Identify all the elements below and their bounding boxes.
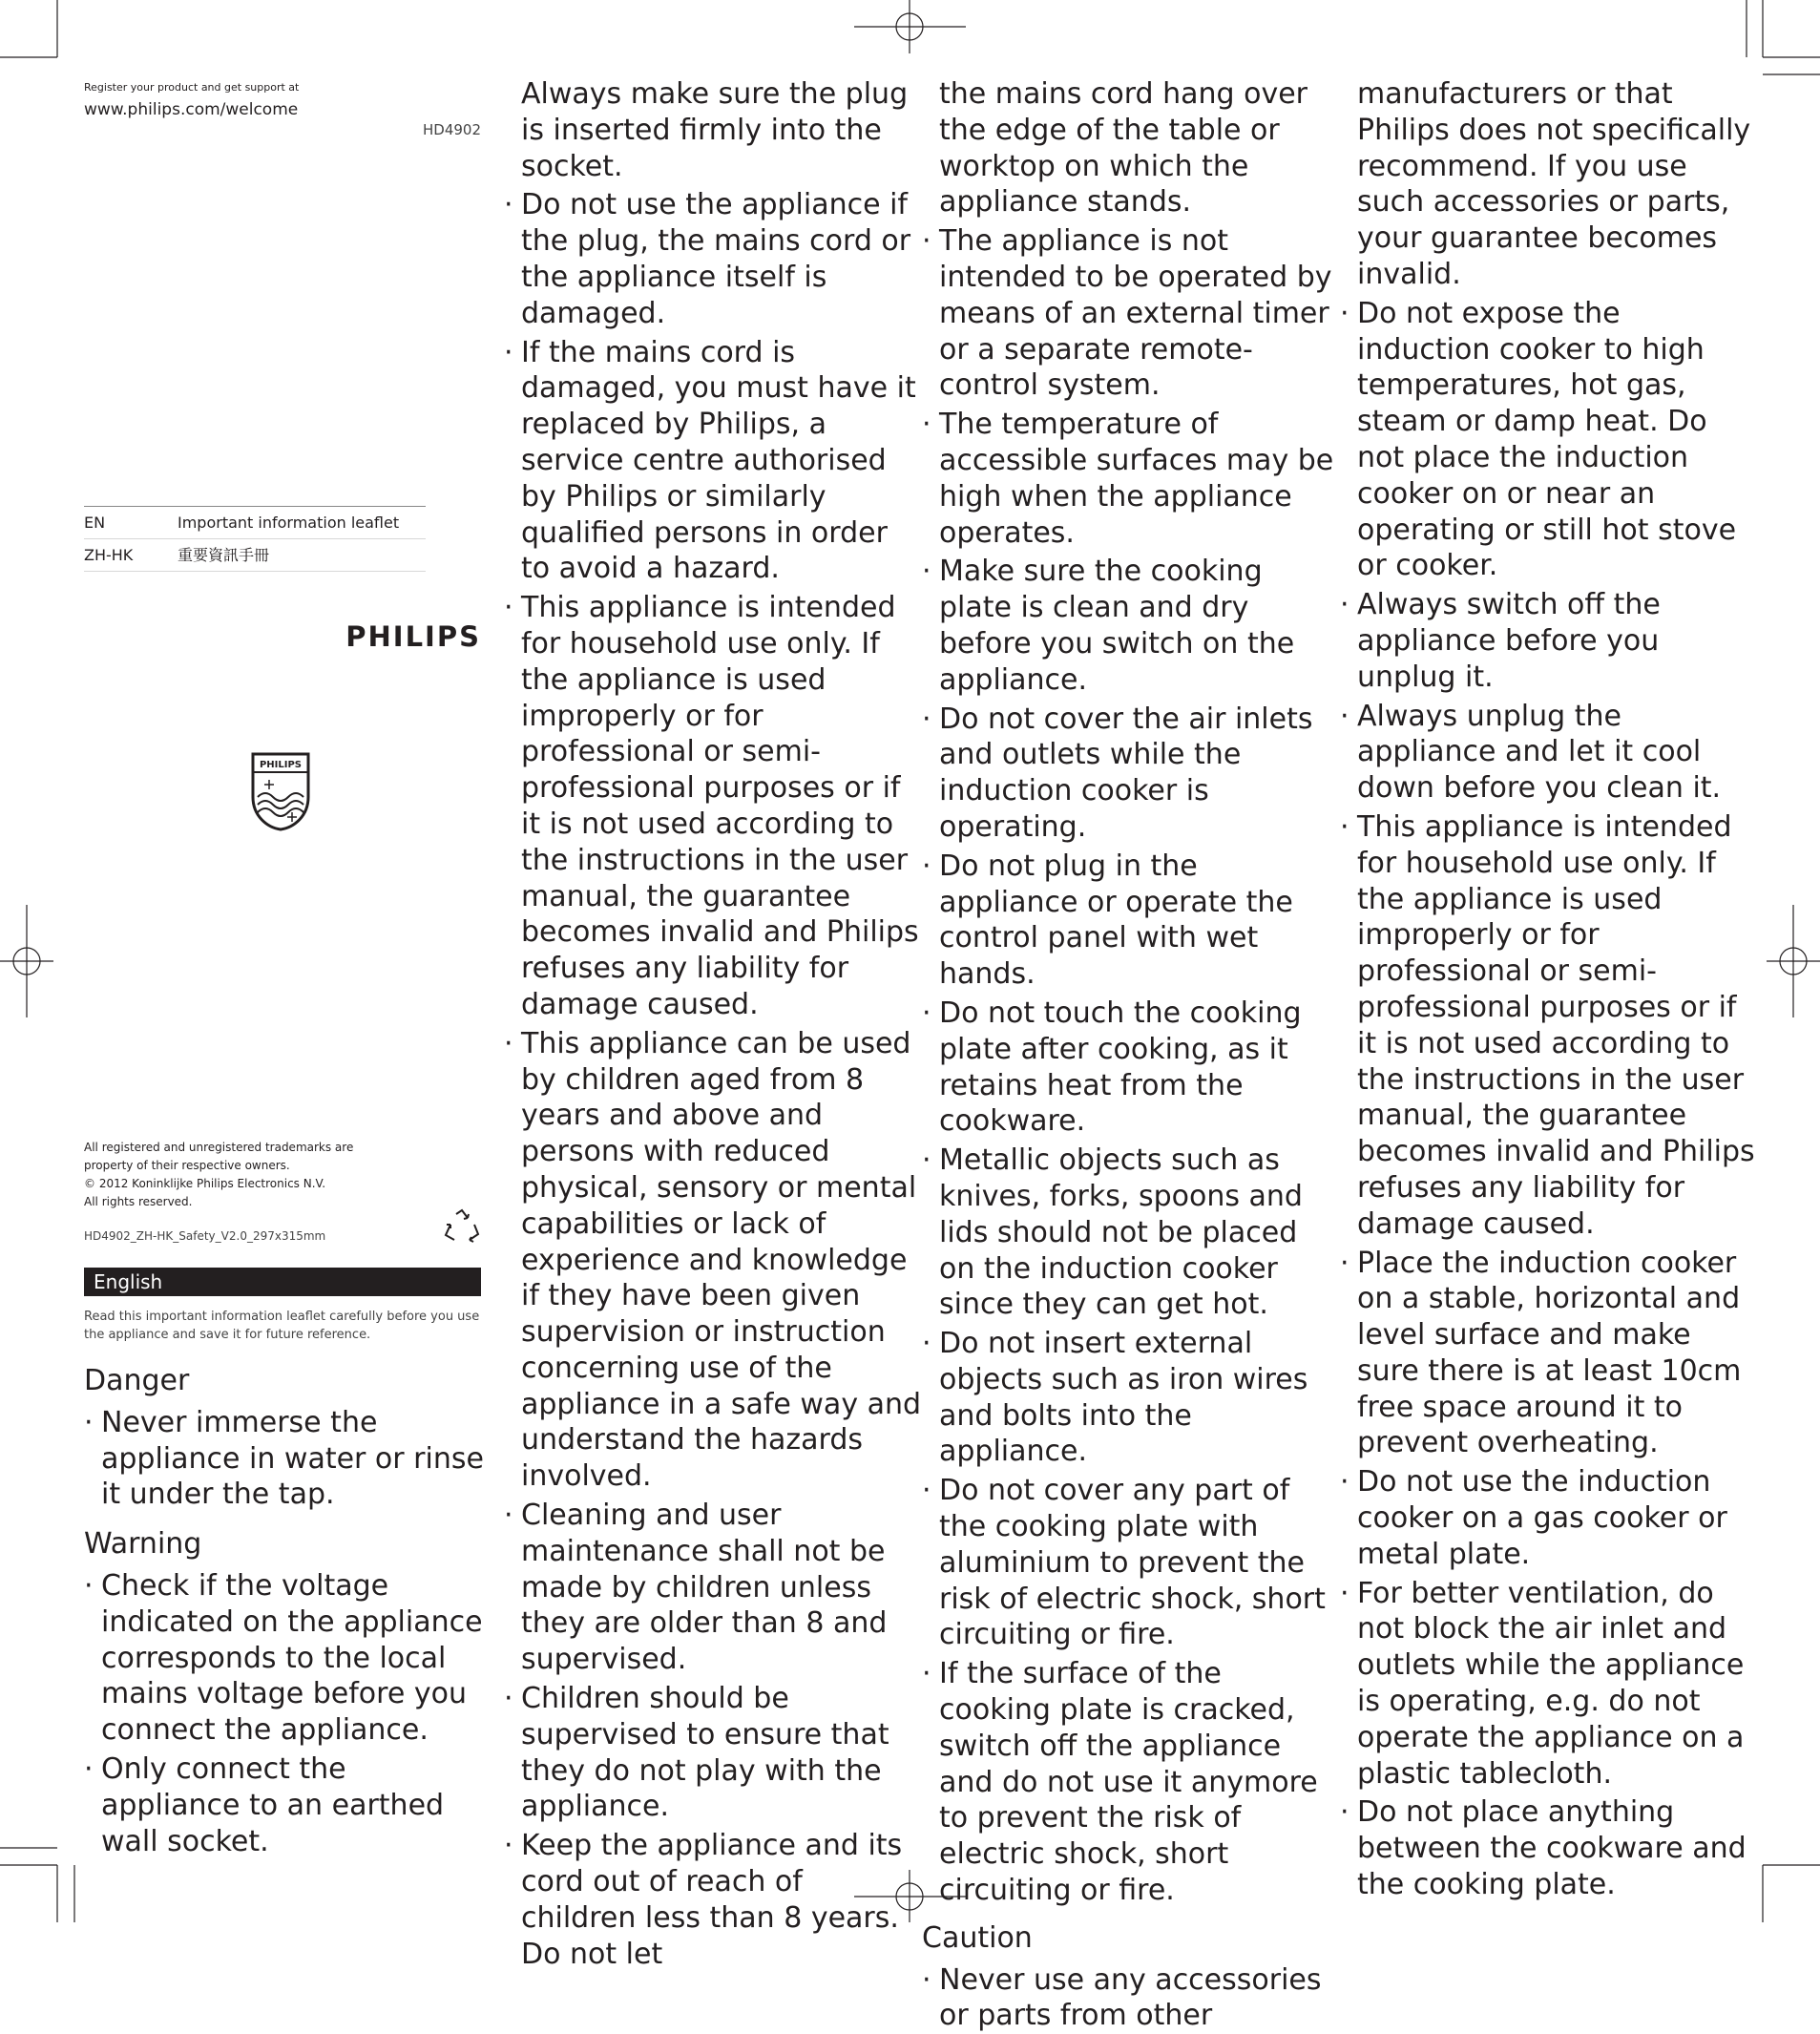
read-notice: Read this important information leaflet carefully before you use the appliance and save it for future reference.: [84, 1310, 480, 1342]
list-item: · Only connect the appliance to an earthed wall socket.: [84, 1751, 485, 1859]
recycle-icon: [443, 1208, 481, 1245]
registration-mark-right: [1767, 905, 1820, 1017]
philips-wordmark: PHILIPS: [345, 620, 481, 653]
list-item: · Children should be supervised to ensure that they do not play with the appliance.: [504, 1681, 924, 1825]
list-item: · Always switch off the appliance before you unplug it.: [1340, 587, 1760, 695]
legal-line: © 2012 Koninklijke Philips Electronics N.V.: [84, 1177, 326, 1190]
language-title: Important information leaflet: [178, 514, 400, 532]
list-item: · This appliance can be used by children aged from 8 years and above and persons with reduced physical, sensory or mental capabilities or lack of experience and knowledge if they have been given supervision or instruction concerning use of the appliance in a safe way and understand the hazards involved.: [504, 1026, 924, 1495]
list-item: · Keep the appliance and its cord out of reach of children less than 8 years. Do not let: [504, 1828, 924, 1972]
registration-mark-left: [0, 905, 53, 1017]
list-item: · Never immerse the appliance in water or rinse it under the tap.: [84, 1405, 485, 1513]
danger-heading: Danger: [84, 1364, 190, 1397]
list-item: · Metallic objects such as knives, forks, spoons and lids should not be placed on the induction cooker since they can get hot.: [922, 1143, 1342, 1323]
column-4-safety: [1340, 76, 1760, 1903]
list-item: · Never use any accessories or parts from other: [922, 1962, 1342, 2034]
list-item: · Place the induction cooker on a stable, horizontal and level surface and make sure there is at least 10cm free space around it to prevent overheating.: [1340, 1246, 1760, 1462]
warning-heading: Warning: [84, 1527, 202, 1562]
list-item: · Do not touch the cooking plate after cooking, as it retains heat from the cookware.: [922, 996, 1342, 1140]
philips-shield-logo: [250, 751, 311, 831]
trademark-notice: [84, 1139, 370, 1211]
registration-mark-top: [854, 0, 966, 53]
column-1-safety: [84, 1357, 485, 1859]
continued-text: the mains cord hang over the edge of the table or worktop on which the appliance stands.: [939, 77, 1308, 220]
list-item: · Do not plug in the appliance or operate the control panel with wet hands.: [922, 849, 1342, 993]
list-item: · Do not use the induction cooker on a gas cooker or metal plate.: [1340, 1464, 1760, 1572]
language-section-bar: English: [84, 1268, 481, 1296]
legal-line: All rights reserved.: [84, 1195, 193, 1208]
continued-text: manufacturers or that Philips does not specifically recommend. If you use such accessories or parts, your guarantee becomes invalid.: [1357, 77, 1751, 291]
shield-label: PHILIPS: [259, 760, 303, 770]
list-item: · Do not cover any part of the cooking plate with aluminium to prevent the risk of electric shock, short circuiting or fire.: [922, 1473, 1342, 1653]
list-item: · The appliance is not intended to be operated by means of an external timer or a separate remote-control system.: [922, 223, 1342, 404]
column-2-safety: [504, 76, 924, 1972]
model-number: HD4902: [422, 121, 481, 138]
list-item: · The temperature of accessible surfaces may be high when the appliance operates.: [922, 407, 1342, 551]
list-item: · Do not place anything between the cookware and the cooking plate.: [1340, 1794, 1760, 1902]
legal-line: All registered and unregistered trademarks are: [84, 1141, 354, 1154]
language-table: [84, 506, 426, 572]
list-item: · Do not expose the induction cooker to high temperatures, hot gas, steam or damp heat. Do not place the induction cooker on or near an operating or still hot stove or cooker.: [1340, 296, 1760, 584]
language-title: 重要資訊手冊: [178, 546, 270, 564]
continued-text: Always make sure the plug is inserted firmly into the socket.: [521, 77, 909, 183]
list-item: · Check if the voltage indicated on the appliance corresponds to the local mains voltage before you connect the appliance.: [84, 1568, 485, 1749]
list-item: · If the surface of the cooking plate is cracked, switch off the appliance and do not use it anymore to prevent the risk of electric shock, short circuiting or fire.: [922, 1656, 1342, 1909]
list-item: · Do not insert external objects such as iron wires and bolts into the appliance.: [922, 1326, 1342, 1470]
cover-header: [84, 80, 481, 138]
list-item: · This appliance is intended for household use only. If the appliance is used improperly or for professional or semi-professional purposes or if it is not used according to the instructions in the user manual, the guarantee becomes invalid and Philips refuses any liability for damage caused.: [1340, 809, 1760, 1243]
language-code: EN: [84, 514, 106, 532]
list-item: · Cleaning and user maintenance shall not be made by children unless they are older than 8 and supervised.: [504, 1498, 924, 1678]
support-url[interactable]: www.philips.com/welcome: [84, 100, 299, 119]
list-item: · Do not cover the air inlets and outlets while the induction cooker is operating.: [922, 702, 1342, 846]
register-text: Register your product and get support at: [84, 81, 300, 94]
list-item: · Make sure the cooking plate is clean and dry before you switch on the appliance.: [922, 554, 1342, 698]
document-reference: HD4902_ZH-HK_Safety_V2.0_297x315mm: [84, 1229, 326, 1243]
legal-line: property of their respective owners.: [84, 1159, 290, 1172]
list-item: · If the mains cord is damaged, you must have it replaced by Philips, a service centre authorised by Philips or similarly qualified persons in order to avoid a hazard.: [504, 335, 924, 588]
list-item: · For better ventilation, do not block the air inlet and outlets while the appliance is operating, e.g. do not operate the appliance on a plastic tablecloth.: [1340, 1576, 1760, 1793]
language-row: [84, 539, 426, 572]
list-item: · This appliance is intended for household use only. If the appliance is used improperly or for professional or semi-professional purposes or if it is not used according to the instructions in the user manual, the guarantee becomes invalid and Philips refuses any liability for damage caused.: [504, 590, 924, 1023]
column-3-safety: [922, 76, 1342, 2034]
caution-heading: Caution: [922, 1920, 1033, 1955]
list-item: · Do not use the appliance if the plug, the mains cord or the appliance itself is damaged.: [504, 187, 924, 331]
language-code: ZH-HK: [84, 546, 134, 564]
list-item: · Always unplug the appliance and let it cool down before you clean it.: [1340, 699, 1760, 807]
language-row: [84, 507, 426, 539]
